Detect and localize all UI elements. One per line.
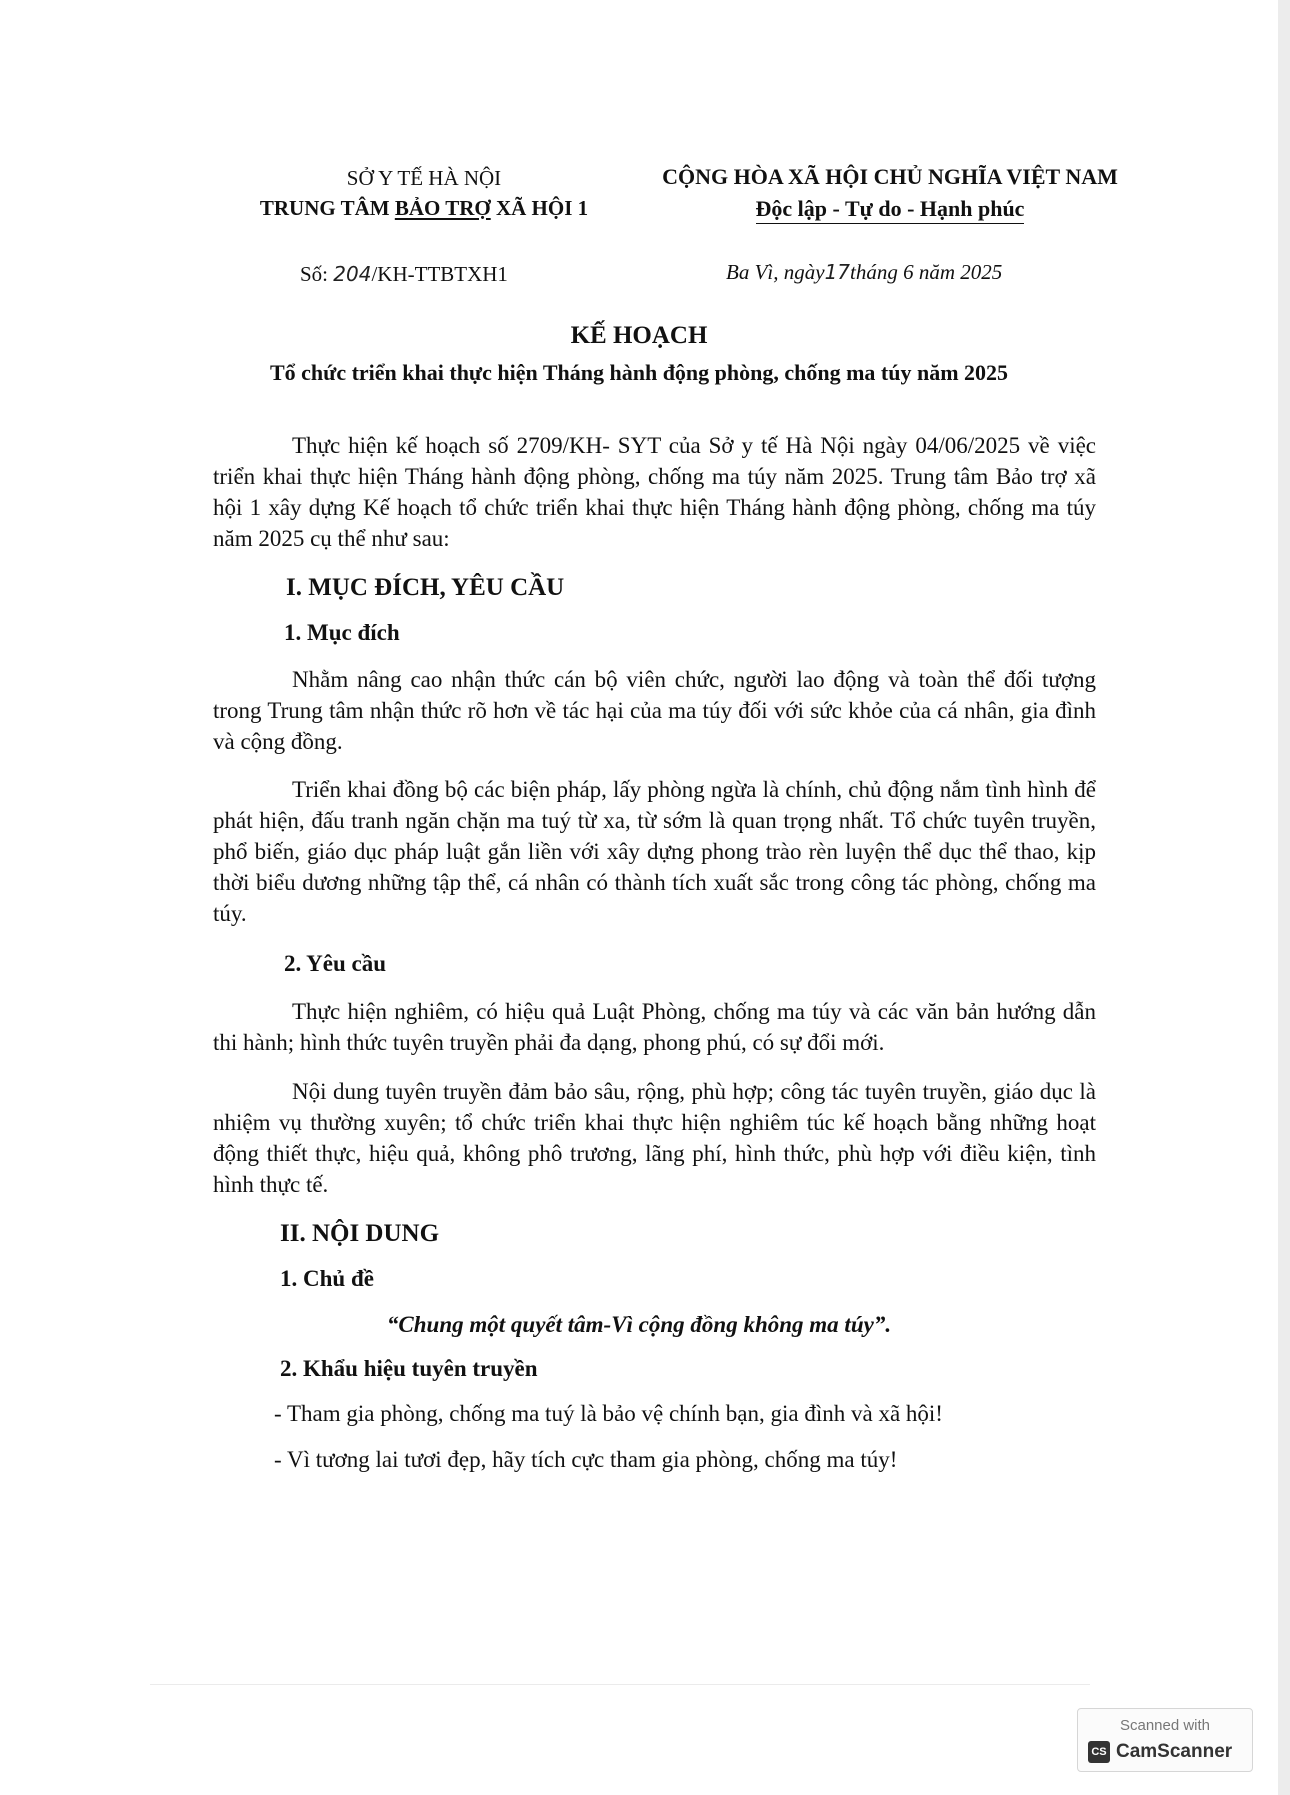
requirement-heading: 2. Yêu cầu <box>284 951 387 976</box>
agency-parent: SỞ Y TẾ HÀ NỘI <box>346 166 502 190</box>
agency-name-part-c: XÃ HỘI 1 <box>490 196 589 220</box>
document-title: KẾ HOẠCH <box>570 322 708 349</box>
docnum-label: Số: <box>300 262 334 286</box>
date-prefix: Ba Vì, ngày <box>726 260 825 284</box>
requirement-paragraph-1: Thực hiện nghiêm, có hiệu quả Luật Phòng, chống ma túy và các văn bản hướng dẫn thi hành; hình thức tuyên truyền phải đa dạng, phong phú, có sự đổi mới. <box>213 999 1096 1055</box>
section-1-heading: I. MỤC ĐÍCH, YÊU CẦU <box>286 574 565 601</box>
purpose-paragraph-1: Nhằm nâng cao nhận thức cán bộ viên chức, người lao động và toàn thể đối tượng trong Trung tâm nhận thức rõ hơn về tác hại của ma túy đối với sức khỏe của cá nhân, gia đình và cộng đồng. <box>213 667 1096 754</box>
slogan-item: - Vì tương lai tươi đẹp, hãy tích cực tham gia phòng, chống ma túy! <box>274 1447 898 1472</box>
camscanner-name: CamScanner <box>1116 1741 1233 1762</box>
camscanner-logo-icon: CS <box>1088 1741 1110 1763</box>
camscanner-watermark <box>1077 1708 1253 1772</box>
document-subtitle: Tổ chức triển khai thực hiện Tháng hành động phòng, chống ma túy năm 2025 <box>269 360 1009 385</box>
purpose-paragraph-2: Triển khai đồng bộ các biện pháp, lấy phòng ngừa là chính, chủ động nắm tình hình để phát hiện, đấu tranh ngăn chặn ma tuý từ xa, từ sớm là quan trọng nhất. Tổ chức tuyên truyền, phổ biến, giáo dục pháp luật gắn liền với xây dựng phong trào rèn luyện thể dục thể thao, kịp thời biểu dương những tập thể, cá nhân có thành tích xuất sắc trong công tác phòng, chống ma túy. <box>213 777 1096 926</box>
date-suffix: tháng 6 năm 2025 <box>850 260 1003 284</box>
theme-heading: 1. Chủ đề <box>280 1266 374 1291</box>
agency-name-part-b: BẢO TRỢ <box>394 196 491 220</box>
docnum-handwritten: 204 <box>333 262 372 286</box>
docnum-suffix: /KH-TTBTXH1 <box>371 262 508 286</box>
document-number <box>300 262 508 287</box>
national-motto-text: Độc lập - Tự do - Hạnh phúc <box>756 196 1025 224</box>
national-motto <box>630 196 1150 222</box>
section-2-heading: II. NỘI DUNG <box>280 1220 440 1247</box>
requirement-paragraph-2: Nội dung tuyên truyền đảm bảo sâu, rộng, phù hợp; công tác tuyên truyền, giáo dục là nhiệm vụ thường xuyên; tổ chức triển khai thực hiện nghiêm túc kế hoạch bằng những hoạt động thiết thực, hiệu quả, không phô trương, lãng phí, hình thức, phù hợp với điều kiện, tình hình thực tế. <box>213 1079 1096 1197</box>
scanned-with-label: Scanned with <box>1119 1717 1211 1734</box>
theme-quote: “Chung một quyết tâm-Vì cộng đồng không ma túy”. <box>386 1312 892 1337</box>
agency-name-part-a: TRUNG TÂM <box>259 196 395 220</box>
date-day-handwritten: 17 <box>824 260 851 284</box>
national-title: CỘNG HÒA XÃ HỘI CHỦ NGHĨA VIỆT NAM <box>662 164 1118 189</box>
date-line <box>726 260 1002 285</box>
slogan-item: - Tham gia phòng, chống ma tuý là bảo vệ chính bạn, gia đình và xã hội! <box>274 1401 943 1426</box>
camscanner-brand <box>1088 1741 1232 1763</box>
slogan-heading: 2. Khẩu hiệu tuyên truyền <box>280 1356 538 1381</box>
scan-footer-line <box>150 1684 1090 1685</box>
page-edge <box>1278 0 1290 1795</box>
agency-name <box>244 196 604 221</box>
purpose-heading: 1. Mục đích <box>284 620 400 645</box>
intro-paragraph: Thực hiện kế hoạch số 2709/KH- SYT của Sở y tế Hà Nội ngày 04/06/2025 về việc triển khai thực hiện Tháng hành động phòng, chống ma túy năm 2025. Trung tâm Bảo trợ xã hội 1 xây dựng Kế hoạch tổ chức triển khai thực hiện Tháng hành động phòng, chống ma túy năm 2025 cụ thể như sau: <box>213 433 1096 551</box>
